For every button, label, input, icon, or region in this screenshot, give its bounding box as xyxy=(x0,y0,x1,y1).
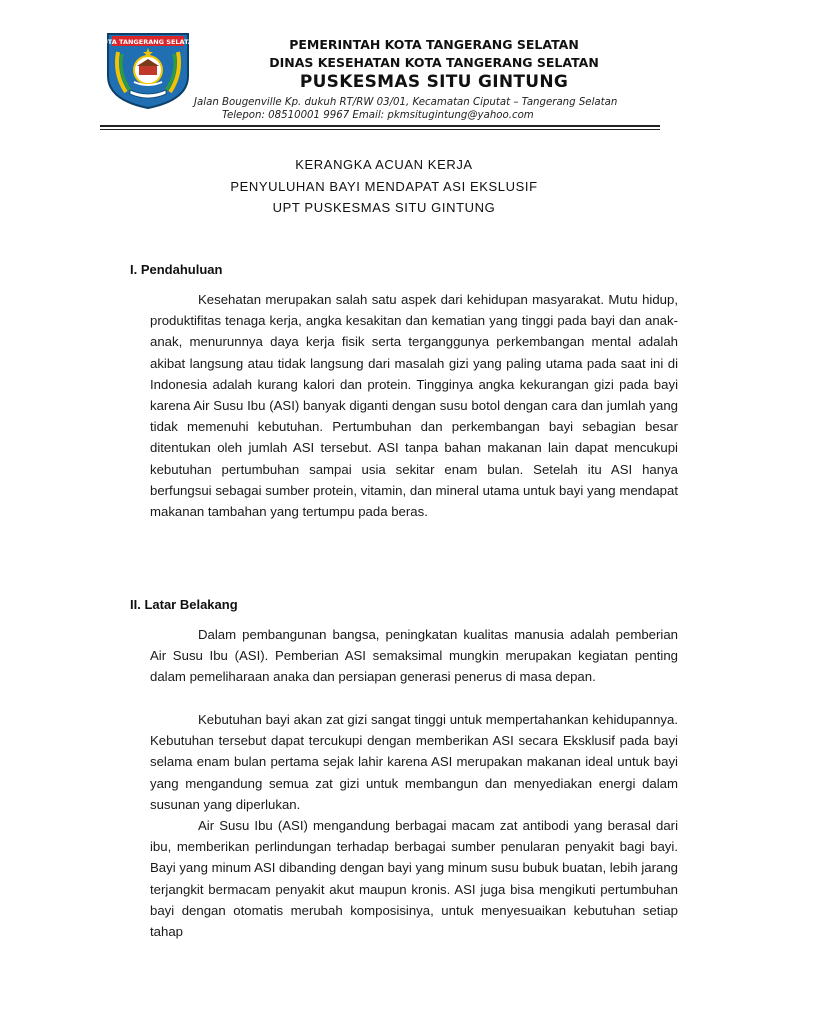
section-heading-pendahuluan: I. Pendahuluan xyxy=(130,262,223,277)
document-title-2: PENYULUHAN BAYI MENDAPAT ASI EKSLUSIF xyxy=(230,179,538,194)
paragraph-pendahuluan: Kesehatan merupakan salah satu aspek dari kehidupan masyarakat. Mutu hidup, produktifitas tenaga kerja, angka kesakitan dan kematian yang tinggi pada bayi dan anak-anak, menurunnya daya kerja fisik serta terganggunya perkembangan mental adalah akibat langsung atau tidak langsung dari masalah gizi yang paling utama pada saat ini di Indonesia adalah kurang kalori dan protein. Tingginya angka kekurangan gizi pada bayi karena Air Susu Ibu (ASI) banyak diganti dengan susu botol dengan cara dan jumlah yang tidak memenuhi kebutuhan. Pertumbuhan dan perkembangan bayi sebagian besar ditentukan oleh jumlah ASI tersebut. ASI tanpa bahan makanan lain dapat mencukupi kebutuhan pertumbuhan sampai usia sekitar enam bulan. Setelah itu ASI hanya berfungsui sebagai sumber protein, vitamin, dan mineral utama untuk bayi yang mendapat makanan tambahan yang tertumpu pada beras. xyxy=(150,292,678,520)
letterhead-divider-thin xyxy=(100,129,660,130)
kop-address: Jalan Bougenville Kp. dukuh RT/RW 03/01, Kecamatan Ciputat – Tangerang Selatan xyxy=(194,97,618,108)
logo-banner-text: KOTA TANGERANG SELATAN xyxy=(97,38,199,46)
kop-health-office: DINAS KESEHATAN KOTA TANGERANG SELATAN xyxy=(269,55,599,70)
kop-contact: Telepon: 08510001 9967 Email: pkmsitugintung@yahoo.com xyxy=(222,110,534,121)
paragraph-latar-belakang-3: Air Susu Ibu (ASI) mengandung berbagai macam zat antibodi yang berasal dari ibu, memberikan perlindungan terhadap berbagai sumber penularan penyakit bagi bayi. Bayi yang minum ASI dibanding dengan bayi yang minum susu bubuk buatan, lebih jarang terjangkit bermacam penyakit akut maupun kronis. ASI juga bisa mengikuti pertumbuhan bayi dengan otomatis merubah komposisinya, untuk menyesuaikan kebutuhan setiap tahap xyxy=(150,818,678,940)
document-title-3: UPT PUSKESMAS SITU GINTUNG xyxy=(272,200,496,215)
kop-puskesmas-name: PUSKESMAS SITU GINTUNG xyxy=(299,72,569,92)
paragraph-latar-belakang-1: Dalam pembangunan bangsa, peningkatan kualitas manusia adalah pemberian Air Susu Ibu (ASI). Pemberian ASI semaksimal mungkin merupakan kegiatan penting dalam pemeliharaan anaka dan persiapan generasi penerus di masa depan. xyxy=(150,627,678,685)
document-title-1: KERANGKA ACUAN KERJA xyxy=(295,157,473,172)
section-heading-latar-belakang: II. Latar Belakang xyxy=(130,597,238,612)
paragraph-latar-belakang-2: Kebutuhan bayi akan zat gizi sangat tinggi untuk mempertahankan kehidupannya. Kebutuhan tersebut dapat tercukupi dengan memberikan ASI secara Eksklusif pada bayi selama enam bulan pertama sejak lahir karena ASI merupakan makanan ideal untuk bayi yang mengandung semua zat gizi untuk membangun dan menyediakan energi dalam susunan yang diperlukan. xyxy=(150,712,678,812)
kop-government: PEMERINTAH KOTA TANGERANG SELATAN xyxy=(289,37,579,52)
letterhead-divider-thick xyxy=(100,125,660,127)
